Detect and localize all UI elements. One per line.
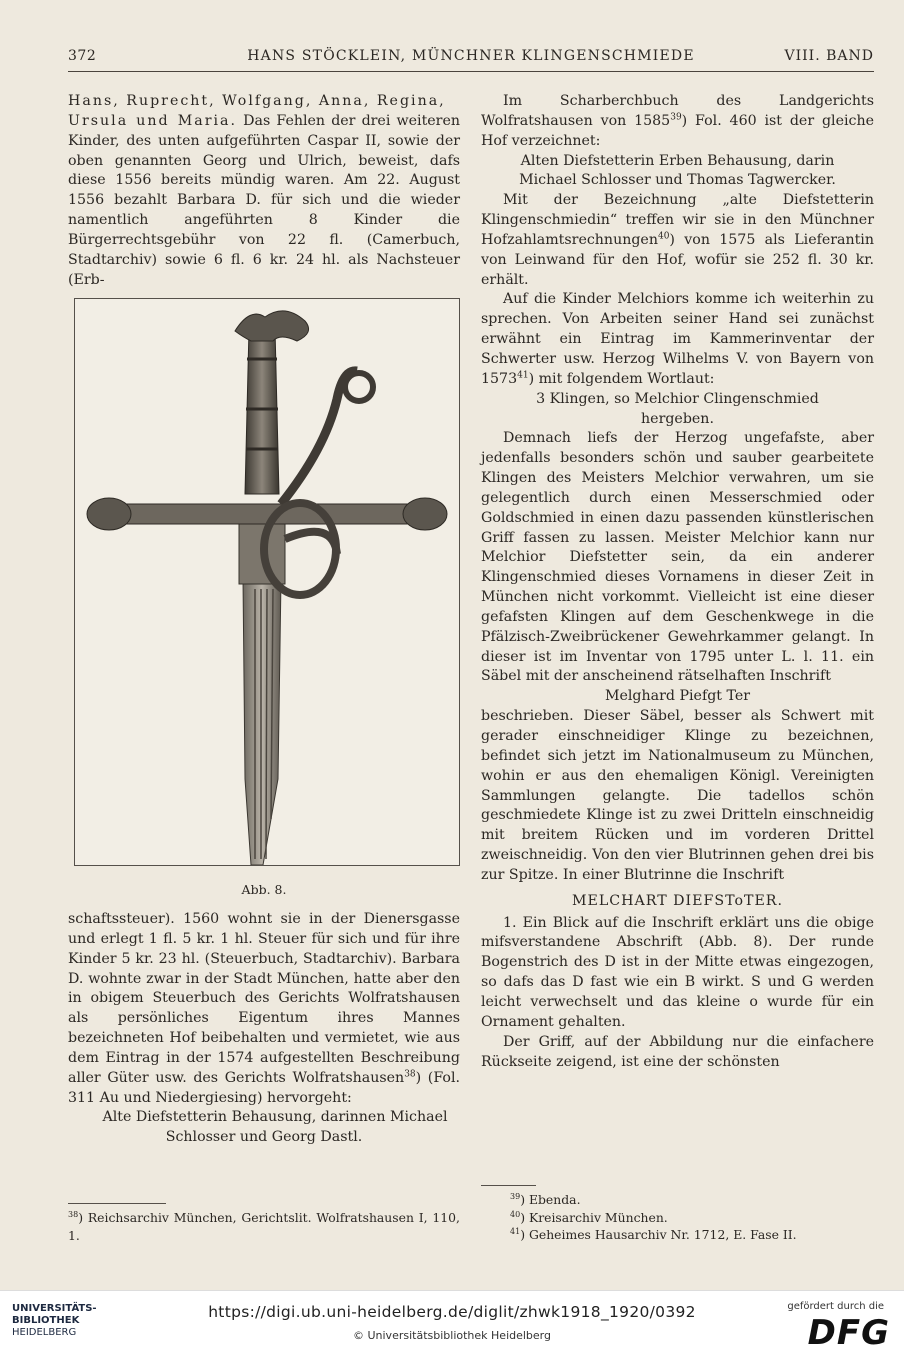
paragraph-herzog: Demnach liefs der Herzog ungefafste, aber jedenfalls besonders schön und sauber gearbeitete Klingen des Meisters Melchior verwahren, um sie gelegentlich durch einen Messerschmied oder Goldschmied in einen dazu passenden künstlerischen Griff fassen zu lassen. Meister Melchior kann nur Melchior Diefstetter sein, da ein anderer Klingenschmied dieses Vornamens in dieser Zeit in München nicht vorkommt. Vielleicht ist eine dieser gefafsten Klingen auf dem Geschenkwege in die Pfälzisch-Zweibrückener Gewehrkammer gelangt. In dieser ist im Inventar von 1795 unter L. l. 11. ein Säbel mit der anscheinend rätselhaften Inschrift — [481, 430, 874, 685]
page-number: 372 — [68, 48, 97, 64]
running-header — [68, 44, 874, 68]
footnote-ref-40: 40 — [657, 231, 670, 242]
dfg-logo[interactable]: DFG — [807, 1313, 890, 1353]
paragraph-tax: schaftssteuer). 1560 wohnt sie in der Dienersgasse und erlegt 1 fl. 5 kr. 1 hl. Steuer für sich und für ihre Kinder 5 kr. 23 hl. (Steuerbuch, Stadtarchiv). Barbara D. wohnte zwar in der Stadt München, hatte aber den in obigem Steuerbuch des Gerichts Wolfratshausen als persönliches Eigentum ihres Mannes bezeichneten Hof beibehalten und vermietet, wie aus dem Eintrag in der 1574 aufgestellten Beschreibung aller Güter usw. des Gerichts Wolfratshausen$^{38}$) (Fol. 311 Au und Niedergiesing) hervorgeht: — [68, 911, 460, 1106]
paragraph-griff: Der Griff, auf der Abbildung nur die einfachere Rückseite zeigend, ist eine der schönsten — [481, 1033, 874, 1070]
left-column-bottom — [68, 910, 460, 1148]
paragraph-scharberchbuch: Im Scharberchbuch des Landgerichts Wolfratshausen von 1585$^{39}$) Fol. 460 ist der gleiche Hof verzeichnet: — [481, 93, 874, 149]
funding-label: gefördert durch die — [787, 1301, 884, 1312]
quote-klingen: 3 Klingen, so Melchior Clingenschmied hergeben. — [536, 390, 819, 427]
copyright-notice: © Universitätsbibliothek Heidelberg — [352, 1329, 551, 1342]
names-line-2: Ursula und Maria. — [68, 112, 238, 129]
footnote-41: $^{41}$) Geheimes Hausarchiv Nr. 1712, E. Fase II. — [510, 1226, 797, 1242]
header-rule — [68, 71, 874, 72]
names-line: Hans, Ruprecht, Wolfgang, Anna, Regina, — [68, 93, 446, 109]
paragraph-children-text: Das Fehlen der drei weiteren Kinder, des unten aufgeführten Caspar II, sowie der oben genannten Georg und Ulrich, beweist, dafs diese 1556 bereits mündig waren. Am 22. August 1556 bezahlt Barbara D. für sich und die wieder namentlich angeführten 8 Kinder die Bürgerrechtsgebühr von 22 fl. (Camerbuch, Stadtarchiv) sowie 6 fl. 6 kr. 24 hl. als Nachsteuer (Erb- — [68, 112, 460, 288]
footnote-ref-39: 39 — [670, 112, 682, 123]
footnote-rule-right — [481, 1185, 536, 1186]
footnote-rule-left — [68, 1203, 166, 1204]
permalink-url[interactable]: https://digi.ub.uni-heidelberg.de/diglit/zhwk1918_1920/0392 — [208, 1303, 696, 1321]
quote-erben-behausung: Alten Diefstetterin Erben Behausung, darin Michael Schlosser und Thomas Tagwercker. — [519, 152, 836, 189]
footnote-39: $^{39}$) Ebenda. — [510, 1191, 581, 1207]
inscription: MELCHART DIEFSToTER. — [572, 892, 783, 909]
paragraph-hofzahlamt: Mit der Bezeichnung „alte Diefstetterin Klingenschmiedin“ treffen wir sie in den Münchner Hofzahlamtsrechnungen$^{40}$) von 1575 als Lieferantin von Leinwand für den Hof, wofür sie 252 fl. 30 kr. erhält. — [481, 192, 874, 288]
quote-alte-diefstetterin: Alte Diefstetterin Behausung, darinnen Michael Schlosser und Georg Dastl. — [102, 1109, 448, 1146]
paragraph-blick: 1. Ein Blick auf die Inschrift erklärt uns die obige mifsverstandene Abschrift (Abb. 8). Der runde Bogenstrich des D ist in der Mitte etwas eingezogen, so dafs das D fast wie ein B wirkt. S und G werden leicht verwechselt und das kleine o wurde für ein Ornament gehalten. — [481, 914, 874, 1030]
left-column-top — [68, 92, 460, 290]
footnote-ref-41: 41 — [517, 370, 529, 381]
footnote-40: $^{40}$) Kreisarchiv München. — [510, 1209, 668, 1225]
sword-hilt-illustration — [75, 299, 459, 865]
sword-hilt-figure — [74, 298, 460, 866]
running-title: HANS STÖCKLEIN, MÜNCHNER KLINGENSCHMIEDE — [247, 48, 695, 64]
paragraph-saebel: beschrieben. Dieser Säbel, besser als Schwert mit gerader einschneidiger Klinge zu bezeichnen, befindet sich jetzt im Nationalmuseum zu München, wohin er aus den ehemaligen Königl. Vereinigten Sammlungen gelangte. Die tadellos schön geschmiedete Klinge ist zu zwei Dritteln einschneidig mit breitem Rücken und im vorderen Drittel zweischneidig. Von den vier Blutrinnen gehen drei bis zur Spitze. In einer Blutrinne die Inschrift — [481, 708, 874, 883]
quote-melghard: Melghard Piefgt Ter — [604, 688, 751, 705]
footnote-38: $^{38}$) Reichsarchiv München, Gerichtslit. Wolfratshausen I, 110, 1. — [68, 1209, 460, 1243]
footnotes-right — [510, 1191, 870, 1244]
university-library-logo[interactable]: UNIVERSITÄTS- BIBLIOTHEK HEIDELBERG — [12, 1303, 97, 1338]
right-column — [481, 92, 874, 1072]
paragraph-children — [68, 92, 460, 290]
paragraph-kinder-melchiors: Auf die Kinder Melchiors komme ich weiterhin zu sprechen. Von Arbeiten seiner Hand sei zunächst erwähnt ein Eintrag im Kammerinventar der Schwerter usw. Herzog Wilhelms V. von Bayern von 1573$^{41}$) mit folgendem Wortlaut: — [481, 291, 874, 387]
viewer-footer — [0, 1290, 904, 1356]
volume-label: VIII. BAND — [784, 48, 874, 64]
footnote-ref-38: 38 — [404, 1069, 416, 1080]
figure-caption: Abb. 8. — [241, 882, 287, 897]
